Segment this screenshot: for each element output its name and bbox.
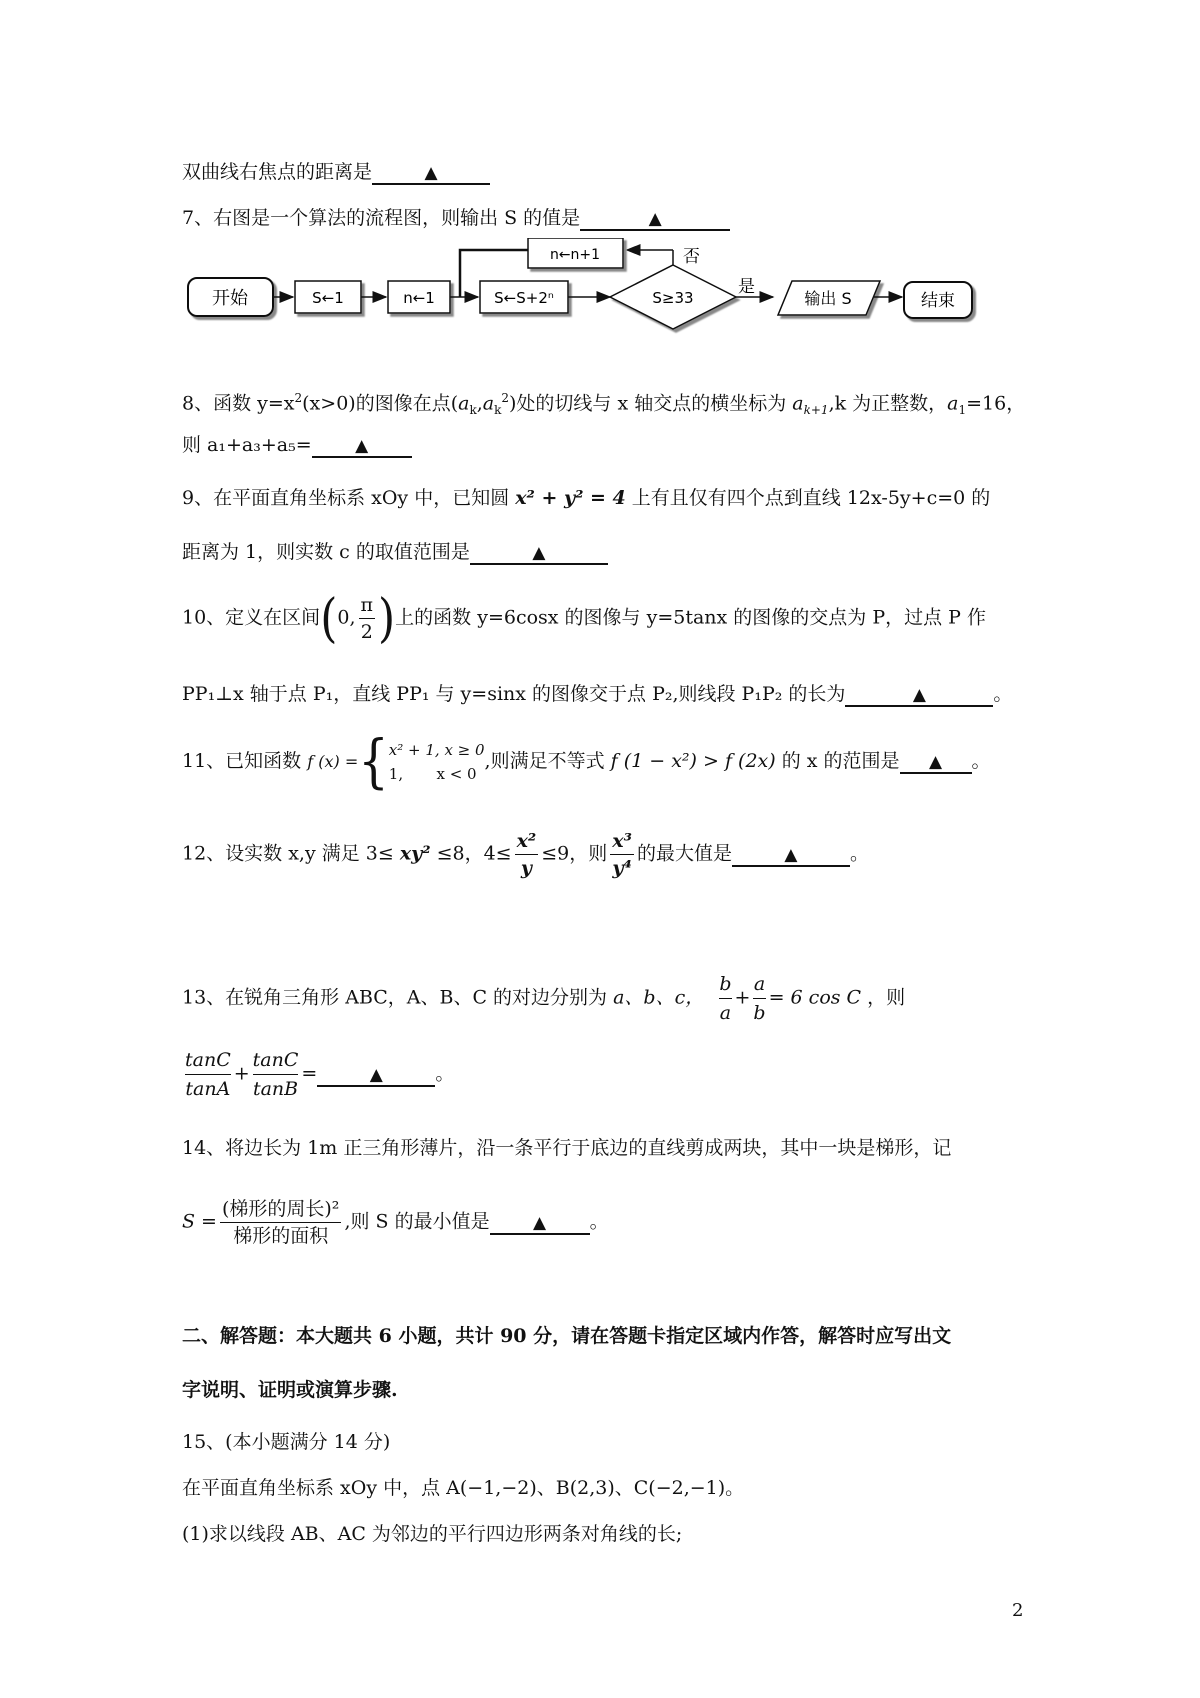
output-label: 输出 S: [804, 289, 852, 308]
condition-label: S≥33: [652, 289, 694, 307]
question-7: [182, 204, 730, 232]
section-2-heading-cont: 字说明、证明或演算步骤.: [182, 1379, 398, 1401]
answer-blank: ▲: [317, 1063, 435, 1087]
answer-blank: ▲: [732, 843, 850, 867]
question-13-answer: $\frac{\tan C}{\tan A}$ + $\frac{\tan C}{\tan B}$ = ▲ 。: [182, 1046, 454, 1103]
line-q6-end: [182, 158, 490, 186]
init-s-label: S←1: [312, 289, 344, 307]
text: 双曲线右焦点的距离是: [182, 161, 373, 183]
question-10: 10、定义在区间(0, $\frac{\pi}{2}$ )上的函数 y=6cosx 的图像与 y=5tanx 的图像的交点为 P，过点 P 作: [182, 587, 986, 649]
question-14: 14、将边长为 1m 正三角形薄片，沿一条平行于底边的直线剪成两块，其中一块是梯形，记: [182, 1137, 952, 1159]
update-label: S←S+2ⁿ: [494, 289, 554, 307]
question-15-stem: 在平面直角坐标系 xOy 中，点 A(−1,−2)、B(2,3)、C(−2,−1)。: [182, 1477, 745, 1499]
page-number: 2: [1012, 1600, 1024, 1621]
answer-blank: ▲: [372, 161, 490, 185]
yes-label: 是: [738, 277, 755, 297]
answer-blank: ▲: [490, 1211, 590, 1235]
answer-blank: ▲: [580, 207, 730, 231]
end-label: 结束: [921, 291, 955, 311]
section-2-heading: 二、解答题：本大题共 6 小题，共计 90 分，请在答题卡指定区域内作答，解答时应写出文: [182, 1325, 952, 1347]
question-15-part-1: (1)求以线段 AB、AC 为邻边的平行四边形两条对角线的长;: [182, 1523, 683, 1545]
answer-blank: ▲: [470, 541, 608, 565]
question-13: 13、在锐角三角形 ABC，A、B、C 的对边分别为 a、b、c， $\frac{b}{a}$ + $\frac{a}{b}$ = 6 cos C ，则: [182, 970, 905, 1027]
question-9: 9、在平面直角坐标系 xOy 中，已知圆 x² + y² = 4 上有且仅有四个点到直线 12x-5y+c=0 的: [182, 487, 991, 509]
question-8-answer: 则 a₁+a₃+a₅= ▲: [182, 431, 412, 459]
increment-label: n←n+1: [549, 247, 601, 263]
question-11: 11、已知函数 f (x) ={ x² + 1, x ≥ 0 1, x < 0 ,则满足不等式 f (1 − x²) > f (2x) 的 x 的范围是 ▲ 。: [182, 728, 991, 796]
no-label: 否: [683, 247, 700, 267]
start-label: 开始: [212, 288, 248, 309]
question-8: 8、函数 $y=x^2(x>0)$的图像在点$(a_k,a_k^2)$处的切线与 x 轴交点的横坐标为 $a_{k+1},k$ 为正整数，$a_1=16$，: [182, 391, 1026, 418]
question-9-answer: 距离为 1，则实数 c 的取值范围是 ▲: [182, 538, 608, 566]
answer-blank: ▲: [845, 683, 993, 707]
init-n-label: n←1: [403, 289, 435, 307]
answer-blank: ▲: [312, 434, 412, 458]
question-12: 12、设实数 x,y 满足 3≤ xy² ≤8，4≤ $\frac{\text{x²}}{y}$ ≤9，则 $\frac{\text{x³}}{\text{y⁴}}$ 的最大值是 ▲ 。: [182, 830, 869, 879]
answer-blank: ▲: [900, 750, 972, 774]
flowchart: [180, 238, 1030, 368]
question-15-title: 15、(本小题满分 14 分): [182, 1431, 391, 1453]
question-14-formula: S = $\frac{\text{(梯形的周长)²}}{\text{梯形的面积}}$ ,则 S 的最小值是 ▲ 。: [182, 1198, 609, 1247]
question-10-answer: PP₁⊥x 轴于点 P₁，直线 PP₁ 与 y=sinx 的图像交于点 P₂,则线段 P₁P₂ 的长为 ▲ 。: [182, 683, 1013, 705]
text: 7、右图是一个算法的流程图，则输出 S 的值是: [182, 207, 581, 229]
